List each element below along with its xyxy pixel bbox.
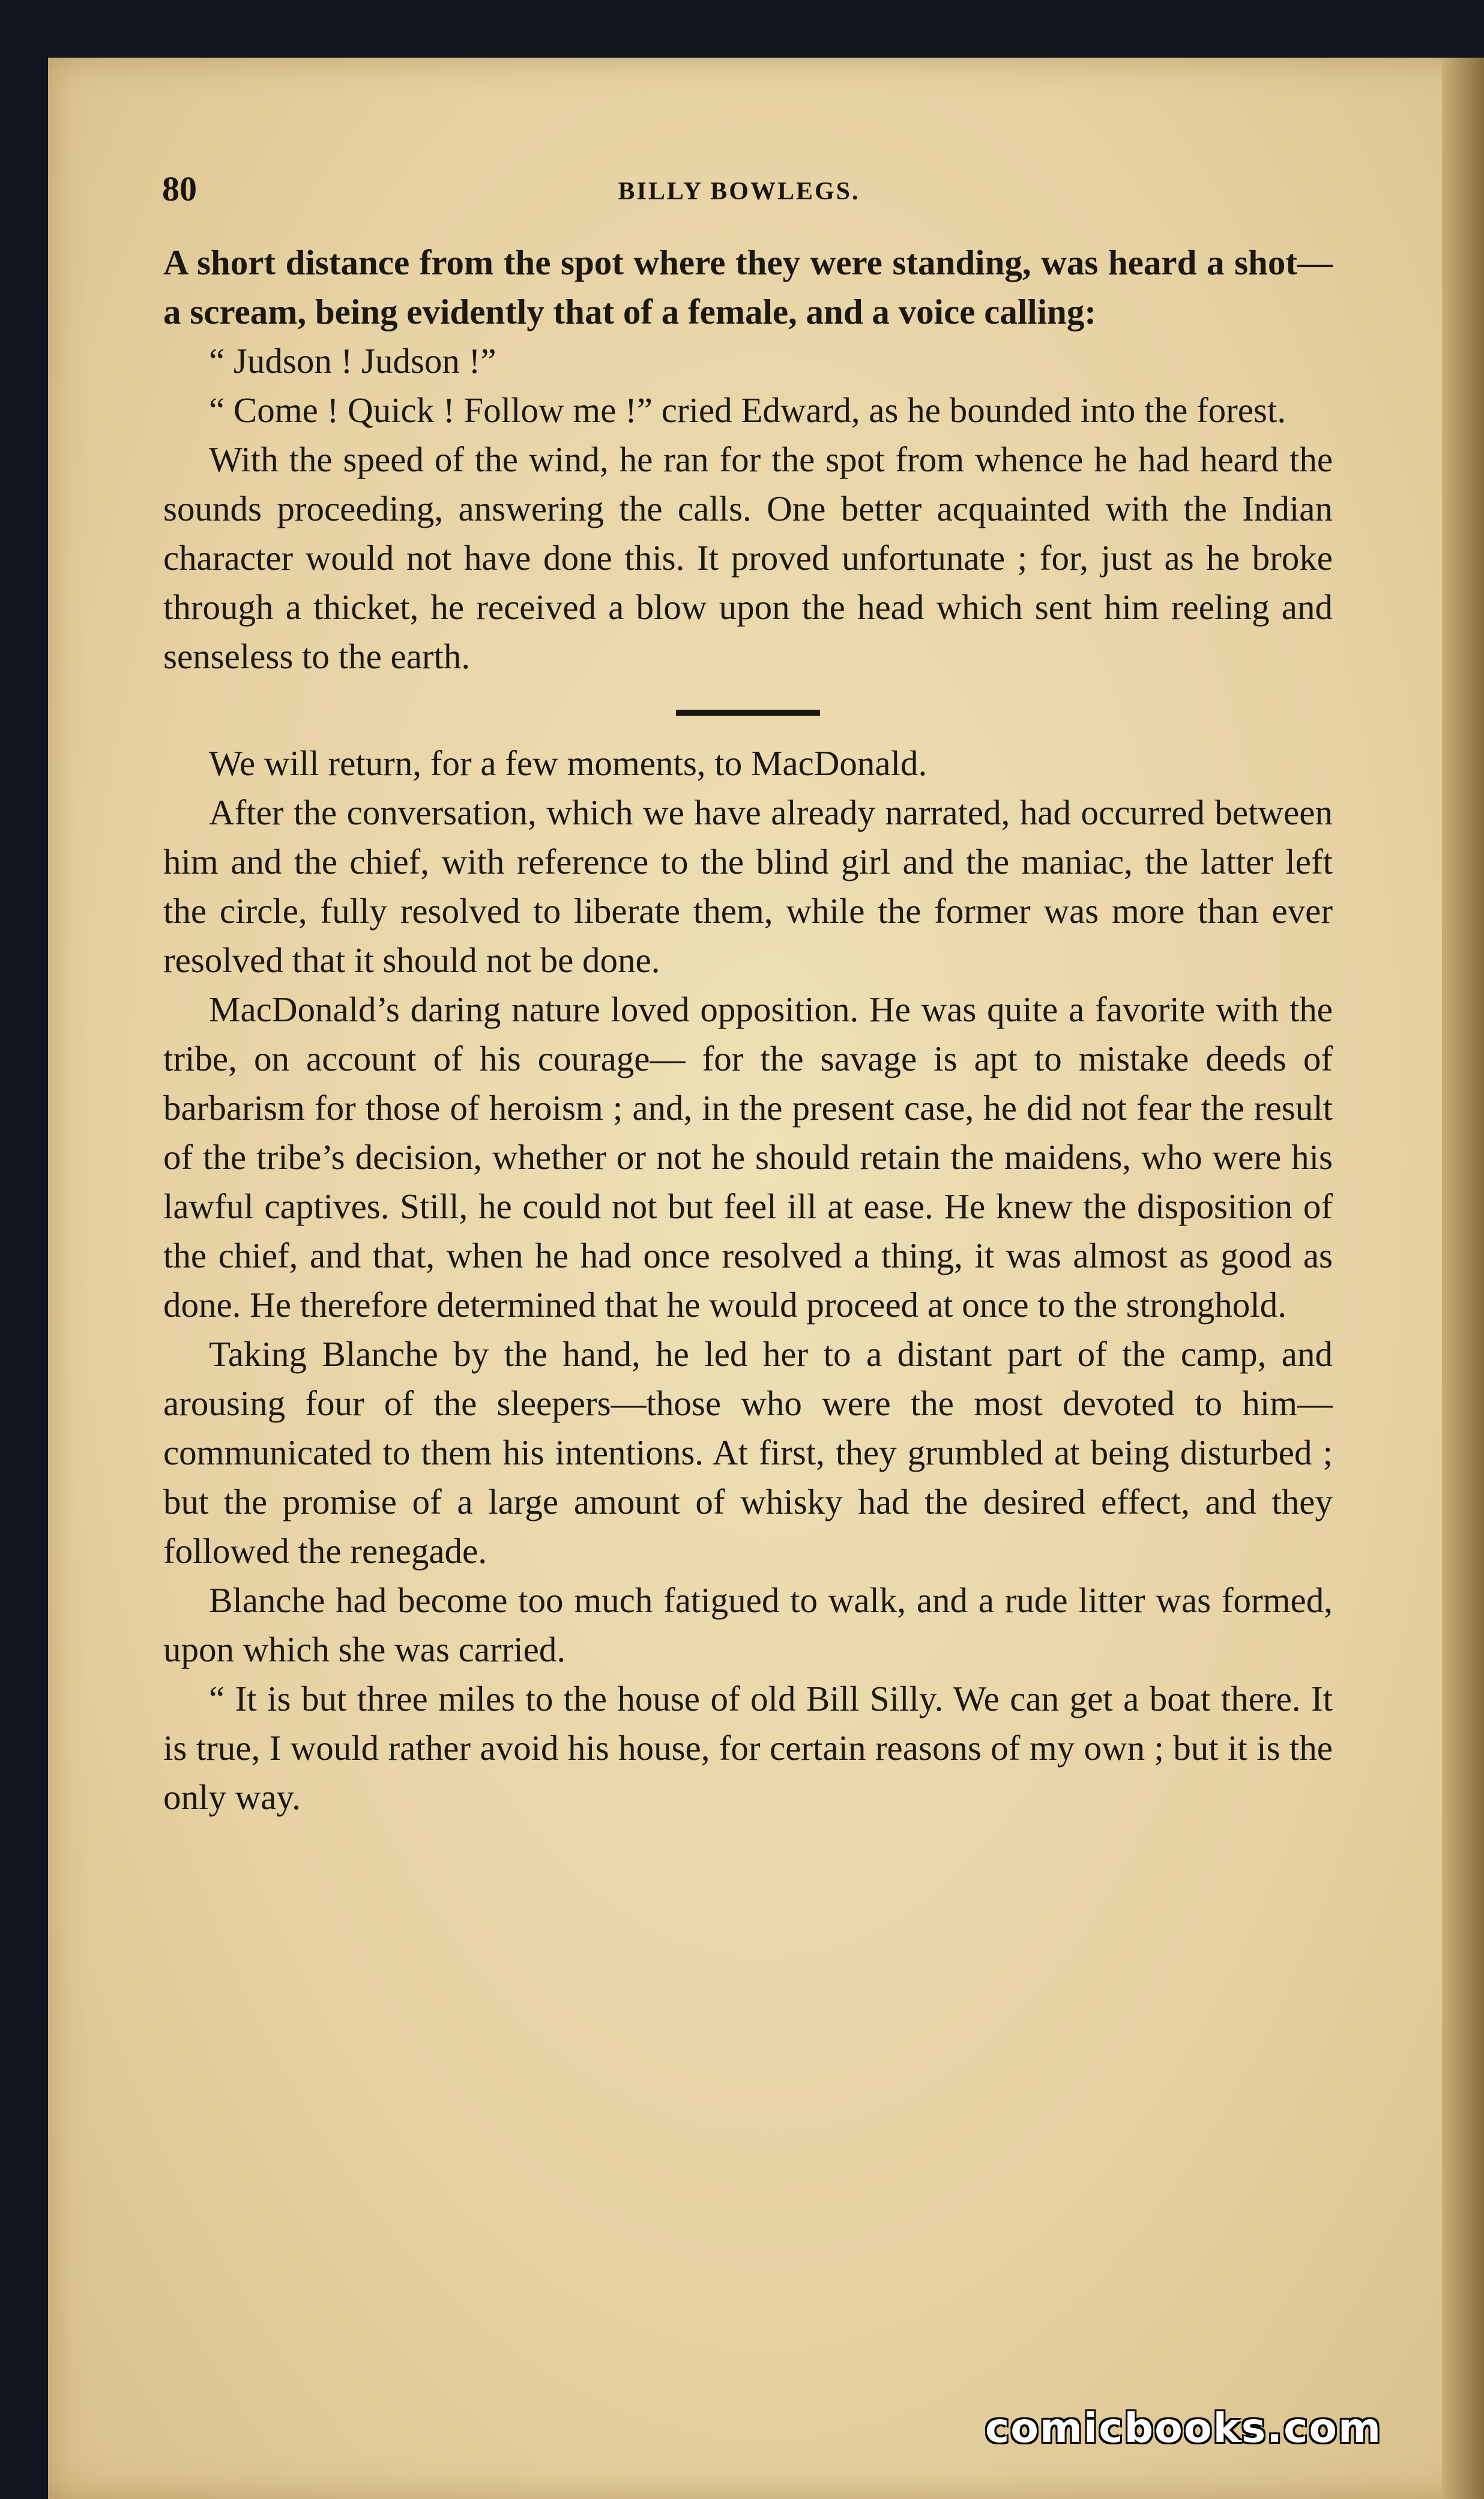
paragraph: Taking Blanche by the hand, he led her to a distant part of the camp, and arousing four of the sleepers—those who were the most devoted to him—communicated to them his intentions. At first, they grumbled at being disturbed ; but the promise of a large amount of whisky had the desired effect, and they followed the renegade. (163, 1334, 1333, 1571)
body-text (163, 238, 1333, 1822)
paragraph: “ It is but three miles to the house of old Bill Silly. We can get a boat there. It is true, I would rather avoid his house, for certain reasons of my own ; but it is the only way. (163, 1679, 1333, 1817)
page-number: 80 (162, 169, 197, 208)
paragraph: A short distance from the spot where they were standing, was heard a shot—a scream, being evidently that of a female, and a voice calling: (163, 243, 1333, 331)
paragraph: “ Judson ! Judson !” (209, 341, 496, 381)
paragraph: With the speed of the wind, he ran for the spot from whence he had heard the sounds proceeding, answering the calls. One better acquainted with the Indian character would not have done this. It proved unfortunate ; for, just as he broke through a thicket, he received a blow upon the head which sent him reeling and senseless to the earth. (163, 440, 1333, 676)
paragraph: We will return, for a few moments, to MacDonald. (209, 743, 928, 783)
book-page (48, 58, 1484, 2499)
page-gutter-shadow (1442, 58, 1484, 2499)
paragraph: MacDonald’s daring nature loved opposition. He was quite a favorite with the tribe, on account of his courage— for the savage is apt to mistake deeds of barbarism for those of heroism ; and, in the present case, he did not fear the result of the tribe’s decision, whether or not he should retain the maidens, who were his lawful captives. Still, he could not but feel ill at ease. He knew the disposition of the chief, and that, when he had once resolved a thing, it was almost as good as done. He therefore determined that he would proceed at once to the stronghold. (163, 990, 1333, 1325)
paragraph: Blanche had become too much fatigued to walk, and a rude litter was formed, upon which she was carried. (163, 1580, 1333, 1669)
page-header (162, 169, 1316, 217)
watermark: comicbooks.com (985, 2405, 1382, 2452)
section-divider (676, 710, 820, 716)
paragraph: “ Come ! Quick ! Follow me !” cried Edward, as he bounded into the forest. (209, 390, 1286, 430)
running-title: BILLY BOWLEGS. (618, 178, 860, 205)
paragraph: After the conversation, which we have already narrated, had occurred between him and the chief, with reference to the blind girl and the maniac, the latter left the circle, fully resolved to liberate them, while the former was more than ever resolved that it should not be done. (163, 793, 1333, 980)
